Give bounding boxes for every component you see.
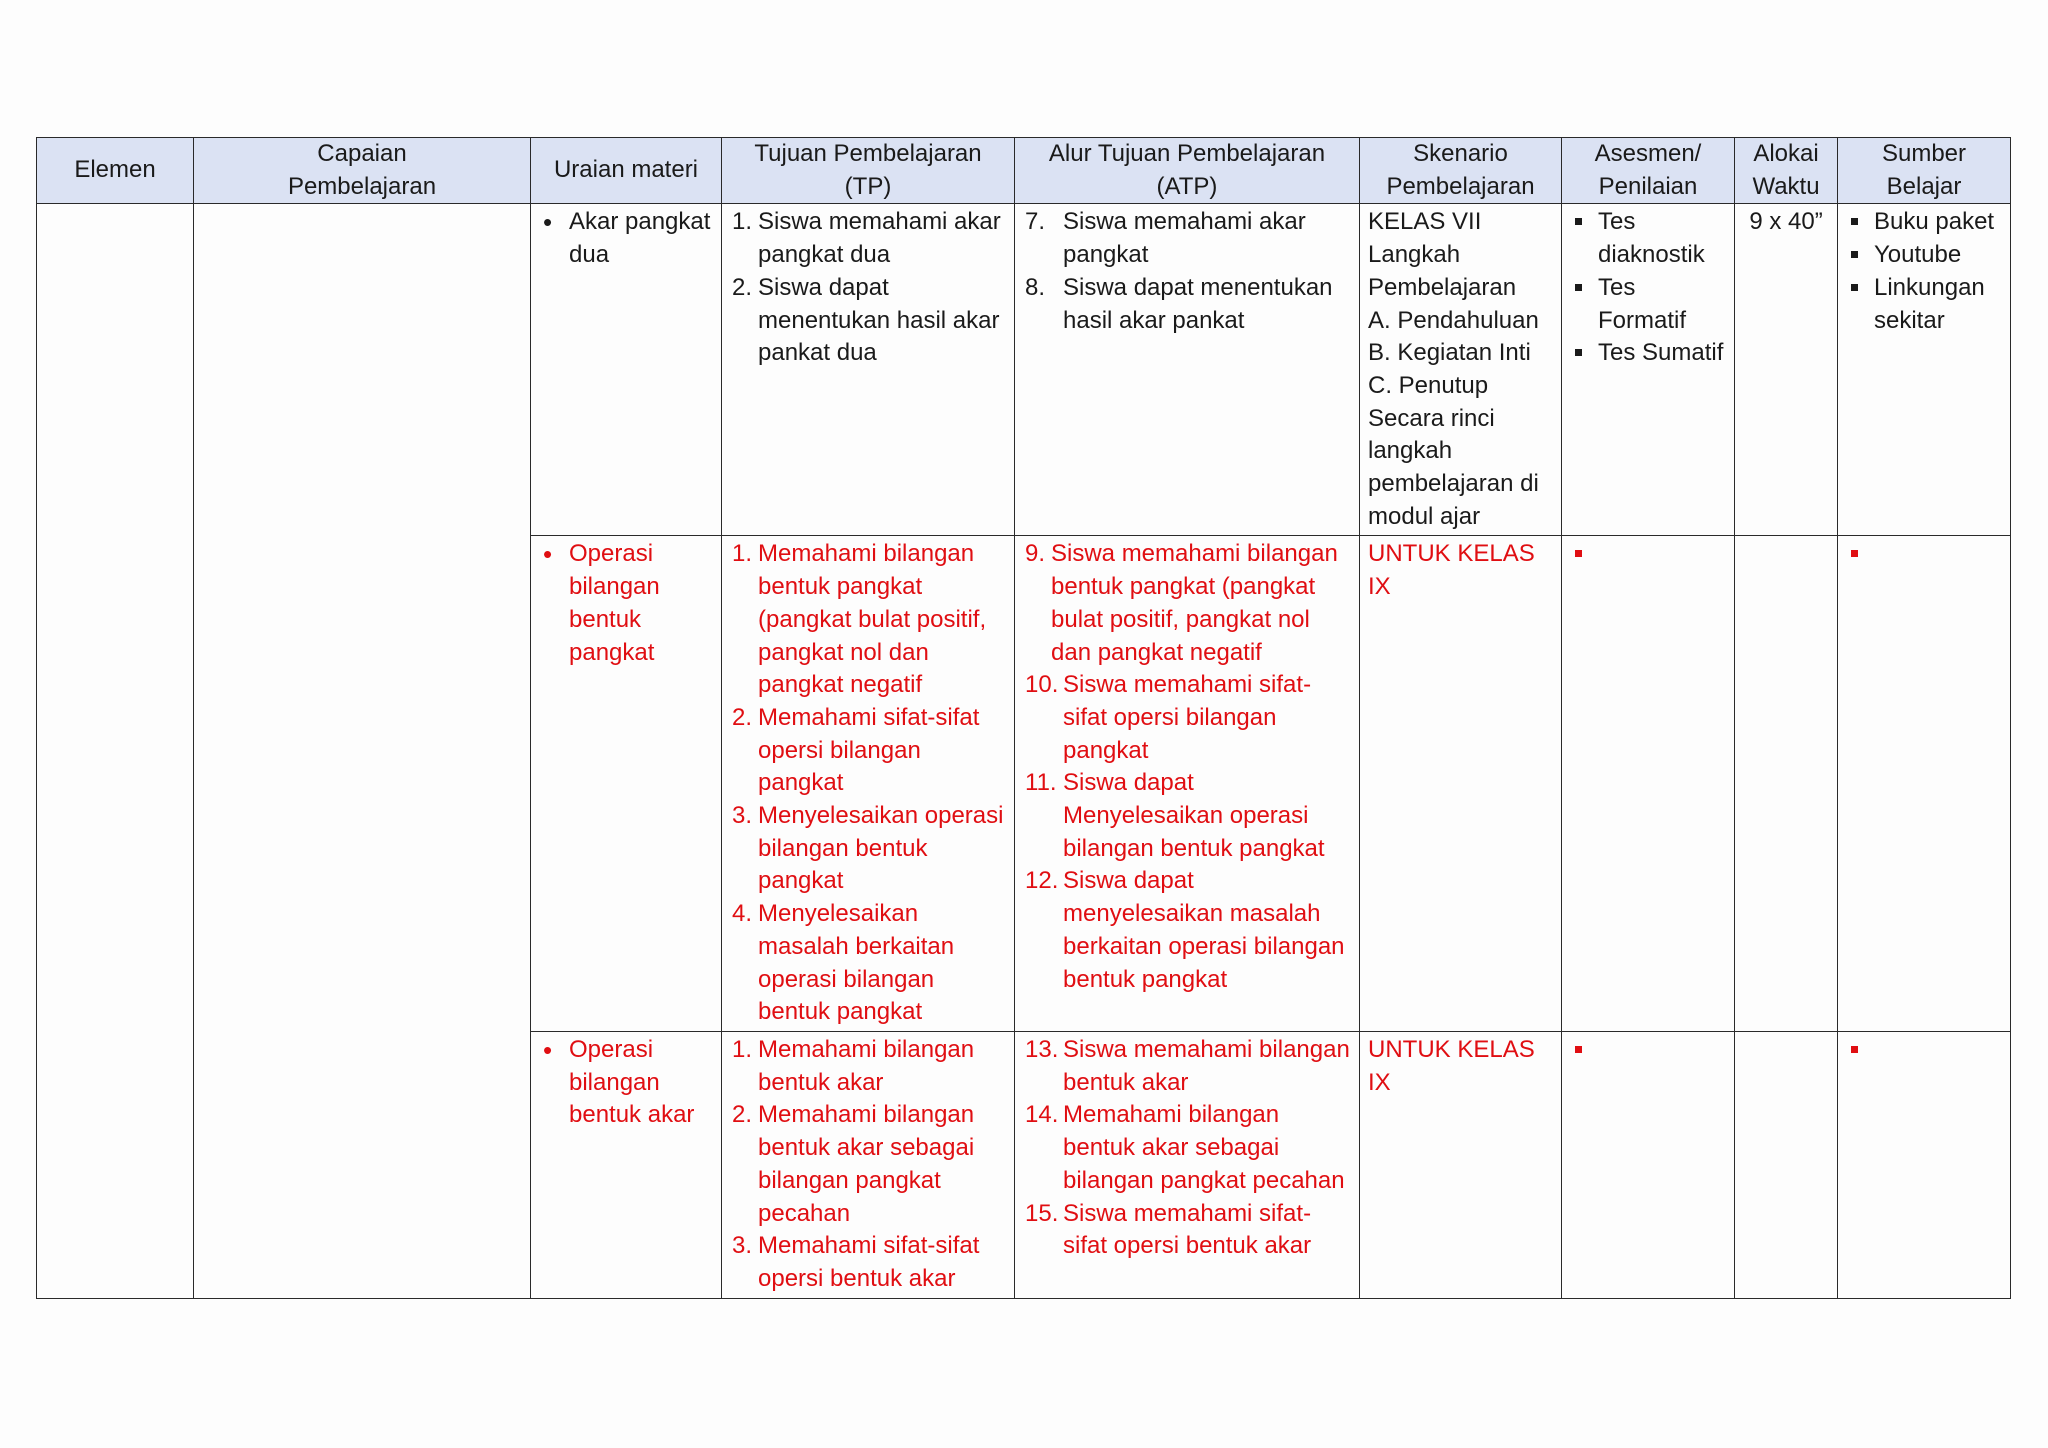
cell-sumber [1838,204,2011,536]
asesmen-item: Tes diaknostik [1570,206,1726,271]
cell-skenario [1360,1031,1562,1298]
cell-sumber [1838,1031,2011,1298]
atp-item: 9. Siswa memahami bilangan bentuk pangkat (pangkat bulat positif, pangkat nol dan pangkat negatif [1025,540,1338,666]
skenario-line: B. Kegiatan Inti [1368,339,1531,367]
cell-atp [1015,536,1360,1032]
cell-capaian [194,204,531,1298]
atp-item: 11. Siswa dapat Menyelesaikan operasi bilangan bentuk pangkat [1025,769,1325,862]
cell-tp [722,204,1015,536]
cell-asesmen [1562,1031,1735,1298]
cell-alokasi [1735,1031,1838,1298]
cell-uraian [531,536,722,1032]
header-tp: Tujuan Pembelajaran (TP) [722,138,1015,204]
header-sumber: Sumber Belajar [1838,138,2011,204]
tp-item: 3. Menyelesaikan operasi bilangan bentuk pangkat [732,802,1004,895]
sumber-item: Buku paket [1846,206,2002,239]
header-uraian: Uraian materi [531,138,722,204]
header-elemen: Elemen [37,138,194,204]
uraian-item: • Akar pangkat dua [539,206,713,271]
tp-item: 3. Memahami sifat-sifat opersi bentuk akar [732,1232,980,1292]
tp-item: 4. Menyelesaikan masalah berkaitan operasi bilangan bentuk pangkat [732,900,955,1026]
atp-item: 10. Siswa memahami sifat-sifat opersi bilangan pangkat [1025,671,1312,764]
cell-alokasi: 9 x 40” [1735,204,1838,536]
skenario-line: UNTUK KELAS IX [1368,1035,1535,1096]
header-alokasi: Alokai Waktu [1735,138,1838,204]
skenario-line: Secara rinci langkah pembelajaran di modul ajar [1368,404,1539,530]
cell-tp [722,536,1015,1032]
cell-uraian [531,1031,722,1298]
tp-item: 2. Memahami sifat-sifat opersi bilangan pangkat [732,703,980,797]
cell-tp [722,1031,1015,1298]
tp-item: 1. Memahami bilangan bentuk pangkat (pangkat bulat positif, pangkat nol dan pangkat negatif [732,540,987,699]
atp-item: 15. Siswa memahami sifat-sifat opersi bentuk akar [1025,1199,1312,1260]
cell-skenario [1360,204,1562,536]
atp-item: 7. Siswa memahami akar pangkat [1025,208,1306,269]
atp-item: 12. Siswa dapat menyelesaikan masalah berkaitan operasi bilangan bentuk pangkat [1025,867,1345,993]
header-atp: Alur Tujuan Pembelajaran (ATP) [1015,138,1360,204]
cell-skenario [1360,536,1562,1032]
rpp-table [36,137,2011,1299]
sumber-item: Linkungan sekitar [1846,272,2002,337]
cell-elemen [37,204,194,1298]
skenario-line: A. Pendahuluan [1368,306,1539,334]
skenario-line: UNTUK KELAS IX [1368,540,1535,601]
skenario-line: Langkah Pembelajaran [1368,241,1517,301]
tp-item: 2. Siswa dapat menentukan hasil akar pankat dua [732,273,1000,367]
cell-atp [1015,204,1360,536]
skenario-line: KELAS VII [1368,208,1482,236]
header-asesmen: Asesmen/ Penilaian [1562,138,1735,204]
atp-item: 13. Siswa memahami bilangan bentuk akar [1025,1035,1350,1096]
header-row [37,138,2011,204]
header-skenario: Skenario Pembelajaran [1360,138,1562,204]
header-capaian: Capaian Pembelajaran [194,138,531,204]
cell-sumber [1838,536,2011,1032]
tp-item: 1. Siswa memahami akar pangkat dua [732,208,1001,269]
uraian-item: • Operasi bilangan bentuk pangkat [539,538,713,669]
cell-asesmen [1562,536,1735,1032]
cell-asesmen [1562,204,1735,536]
sumber-item: Youtube [1846,239,2002,272]
cell-alokasi [1735,536,1838,1032]
skenario-line: C. Penutup [1368,371,1489,399]
cell-atp [1015,1031,1360,1298]
atp-item: 14. Memahami bilangan bentuk akar sebagai bilangan pangkat pecahan [1025,1101,1345,1194]
table-row [37,204,2011,536]
tp-item: 1. Memahami bilangan bentuk akar [732,1035,975,1096]
uraian-item: • Operasi bilangan bentuk akar [539,1034,713,1132]
asesmen-item: Tes Sumatif [1570,337,1726,370]
cell-uraian [531,204,722,536]
atp-item: 8. Siswa dapat menentukan hasil akar pankat [1025,273,1333,334]
asesmen-item: Tes Formatif [1570,272,1726,337]
tp-item: 2. Memahami bilangan bentuk akar sebagai bilangan pangkat pecahan [732,1101,975,1227]
